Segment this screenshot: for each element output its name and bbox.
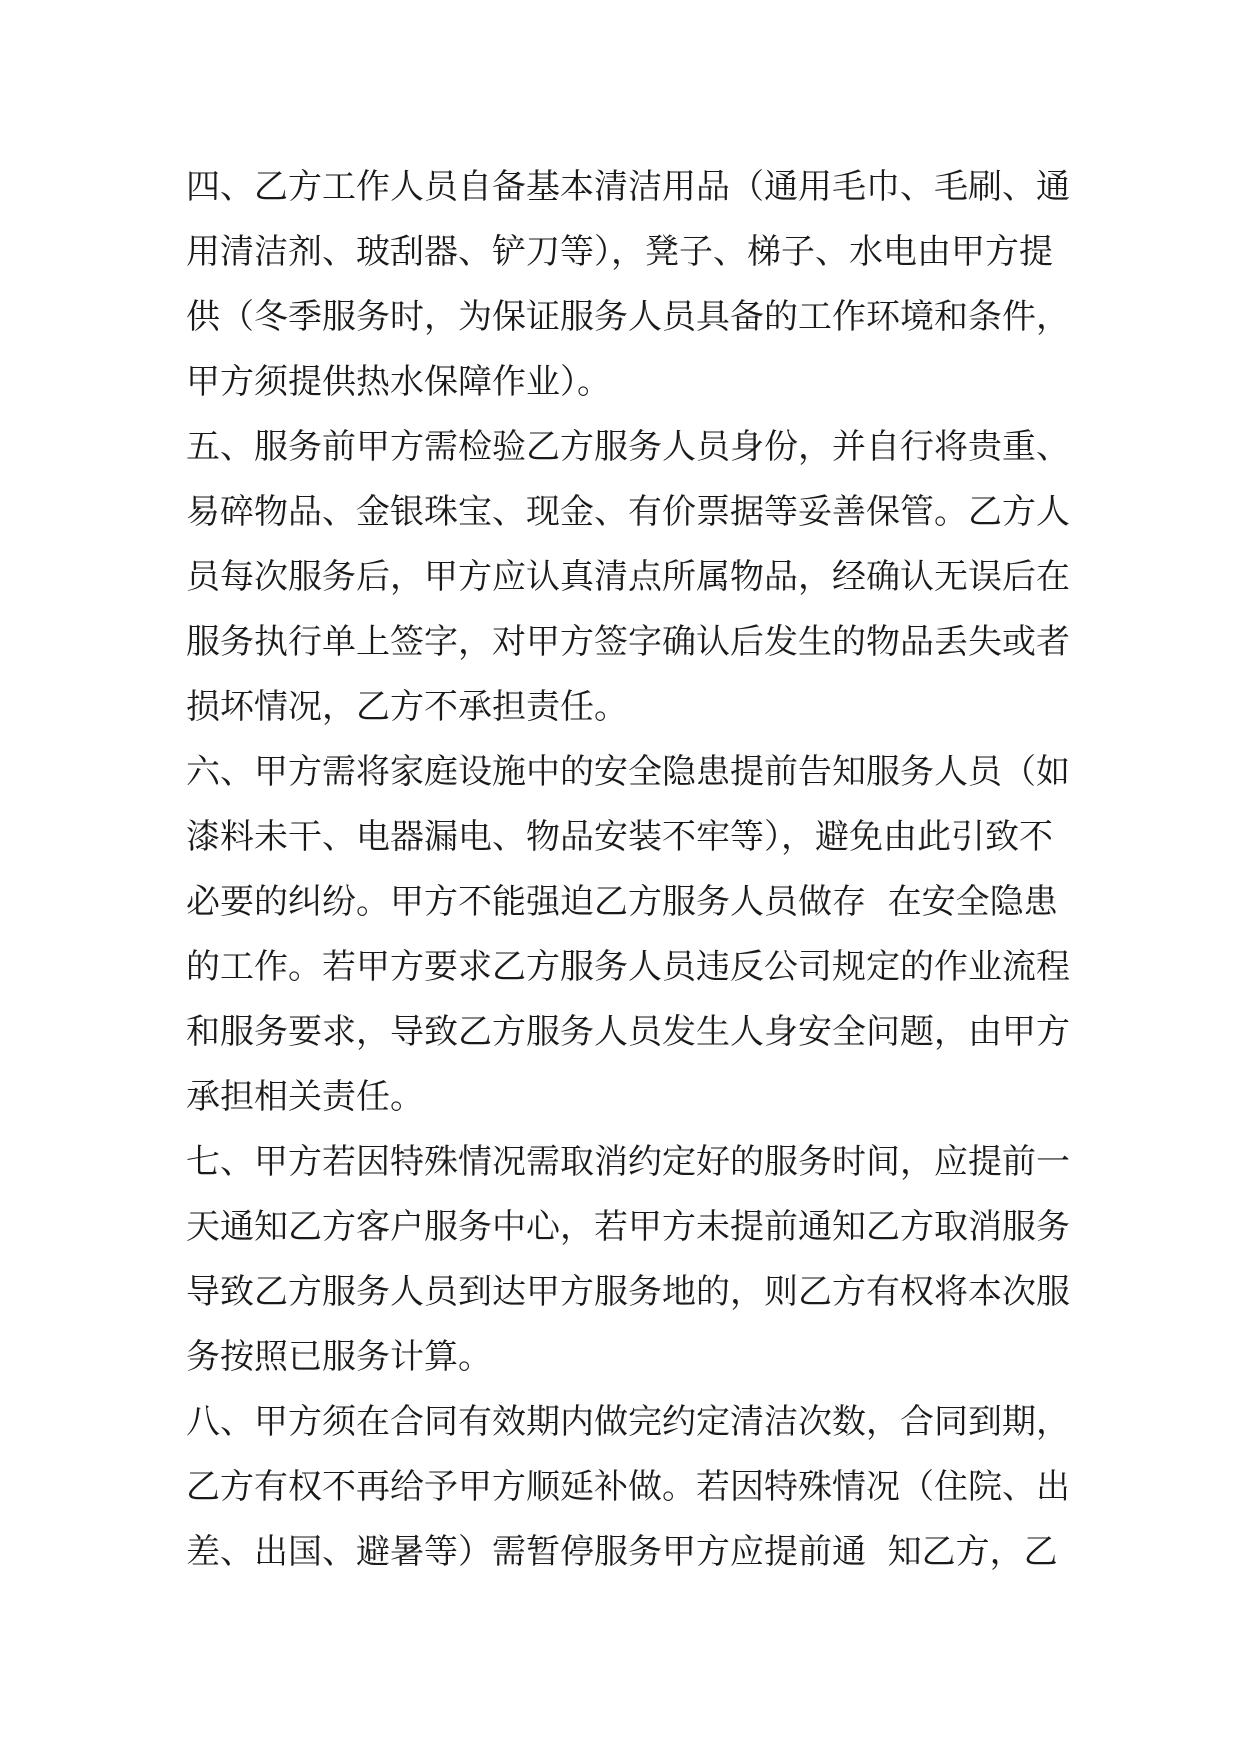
text-line: 和服务要求，导致乙方服务人员发生人身安全问题，由甲方	[186, 1012, 1070, 1052]
text-line: 员每次服务后，甲方应认真清点所属物品，经确认无误后在	[186, 557, 1070, 597]
text-line: 乙方有权不再给予甲方顺延补做。若因特殊情况（住院、出	[186, 1467, 1070, 1507]
text-line: 必要的纠纷。甲方不能强迫乙方服务人员做存 在安全隐患	[186, 882, 1058, 922]
text-line: 的工作。若甲方要求乙方服务人员违反公司规定的作业流程	[186, 947, 1070, 987]
text-line: 务按照已服务计算。	[186, 1337, 492, 1377]
text-line: 甲方须提供热水保障作业）。	[186, 362, 611, 402]
text-line: 七、甲方若因特殊情况需取消约定好的服务时间，应提前一	[186, 1142, 1070, 1182]
contract-text-body	[186, 155, 1070, 1585]
text-line: 用清洁剂、玻刮器、铲刀等），凳子、梯子、水电由甲方提	[186, 232, 1053, 272]
text-line: 差、出国、避暑等）需暂停服务甲方应提前通 知乙方，乙	[186, 1532, 1058, 1572]
text-line: 承担相关责任。	[186, 1077, 424, 1117]
text-line: 八、甲方须在合同有效期内做完约定清洁次数，合同到期，	[186, 1402, 1070, 1442]
text-line: 损坏情况，乙方不承担责任。	[186, 687, 628, 727]
text-line: 易碎物品、金银珠宝、现金、有价票据等妥善保管。乙方人	[186, 492, 1070, 532]
text-line: 导致乙方服务人员到达甲方服务地的，则乙方有权将本次服	[186, 1272, 1070, 1312]
text-line: 漆料未干、电器漏电、物品安装不牢等），避免由此引致不	[186, 817, 1053, 857]
text-line: 服务执行单上签字，对甲方签字确认后发生的物品丢失或者	[186, 622, 1070, 662]
text-line: 四、乙方工作人员自备基本清洁用品（通用毛巾、毛刷、通	[186, 167, 1070, 207]
text-line: 六、甲方需将家庭设施中的安全隐患提前告知服务人员（如	[186, 752, 1070, 792]
text-line: 天通知乙方客户服务中心，若甲方未提前通知乙方取消服务	[186, 1207, 1070, 1247]
text-line: 五、服务前甲方需检验乙方服务人员身份，并自行将贵重、	[186, 427, 1070, 467]
text-line: 供（冬季服务时，为保证服务人员具备的工作环境和条件，	[186, 297, 1070, 337]
